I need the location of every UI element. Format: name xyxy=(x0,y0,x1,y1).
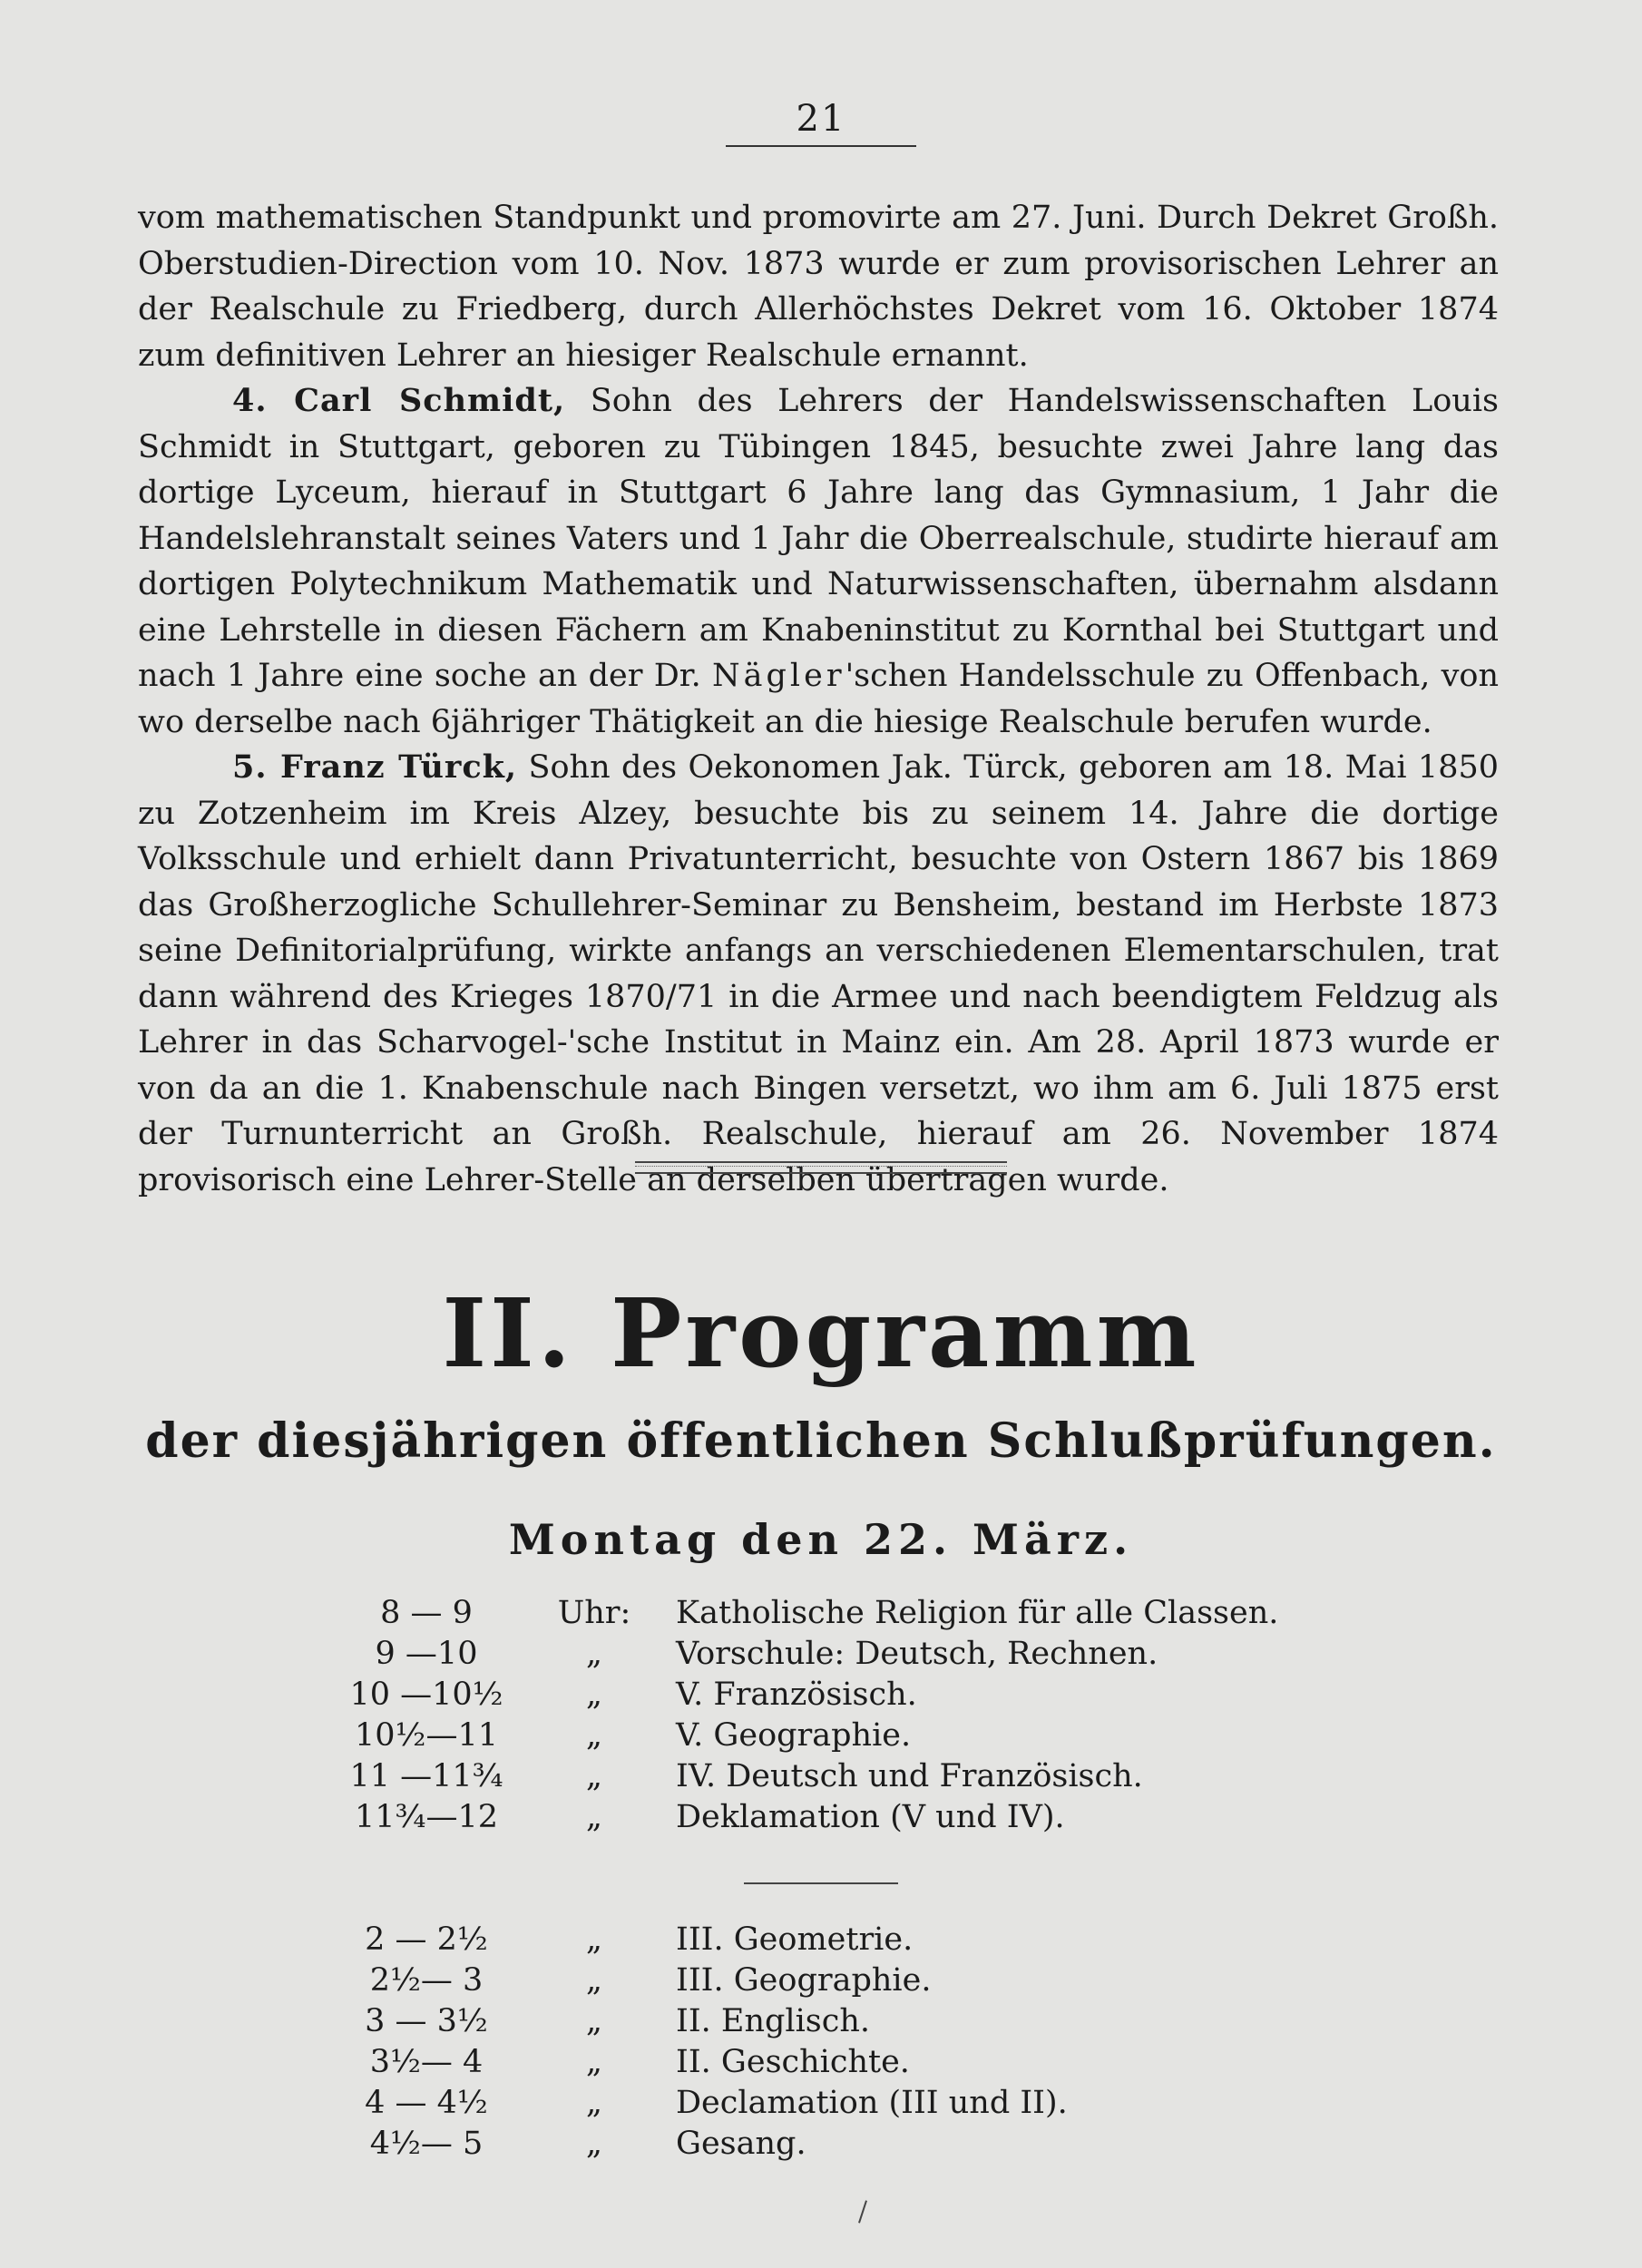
person-name: 4. Carl Schmidt, xyxy=(232,382,566,419)
section-heading: II. Programm xyxy=(442,1277,1200,1389)
schedule-afternoon xyxy=(0,1921,1642,2166)
spaced-name: Nägler xyxy=(712,658,845,694)
schedule-row: 10 —10½ „ V. Französisch. xyxy=(349,1677,917,1713)
stray-mark xyxy=(858,2200,867,2223)
paragraph-3-continuation: vom mathematischen Standpunkt und promovirte am 27. Juni. Durch Dekret Großh. Oberstudien-Direction vom 10. Nov. 1873 wurde er zum provisorischen Lehrer an der Realschule zu Friedberg, durch Allerhöchstes Dekret vom 16. Oktober 1874 zum definitiven Lehrer an hiesiger Realschule ernannt. xyxy=(138,200,1499,374)
schedule-row: 10½—11 „ V. Geographie. xyxy=(355,1717,912,1754)
schedule-morning xyxy=(0,1595,1642,1840)
schedule-row: 3 — 3½ „ II. Englisch. xyxy=(365,2003,871,2039)
paragraph-franz-tuerck: 5. Franz Türck, Sohn des Oekonomen Jak. Türck, geboren am 18. Mai 1850 zu Zotzenheim im Kreis Alzey, besuchte bis zu seinem 14. Jahre die dortige Volksschule und erhielt dann Privatunterricht, besuchte von Ostern 1867 bis 1869 das Großherzogliche Schullehrer-Seminar zu Bensheim, bestand im Herbste 1873 seine Definitorialprüfung, wirkte anfangs an verschiedenen Elementarschulen, trat dann während des Krieges 1870/71 in die Armee und nach beendigtem Feldzug als Lehrer in das Scharvogel-'sche Institut in Mainz ein. Am 28. April 1873 wurde er von da an die 1. Knabenschule nach Bingen versetzt, wo ihm am 6. Juli 1875 erst der Turnunterricht an Großh. Realschule, hierauf am 26. November 1874 provisorisch eine Lehrer-Stelle an derselben übertragen wurde. xyxy=(138,748,1499,1198)
header-rule xyxy=(726,145,916,147)
schedule-row: 2½— 3 „ III. Geographie. xyxy=(369,1962,932,1999)
decorative-divider xyxy=(635,1161,1007,1174)
schedule-row: 8 — 9 Uhr: Katholische Religion für alle Classen. xyxy=(380,1595,1279,1631)
decorative-divider-inner xyxy=(635,1166,1007,1167)
person-name: 5. Franz Türck, xyxy=(232,748,518,786)
section-subheading: der diesjährigen öffentlichen Schlußprüfungen. xyxy=(145,1413,1497,1469)
schedule-row: 11¾—12 „ Deklamation (V und IV). xyxy=(355,1799,1065,1835)
schedule-row: 2 — 2½ „ III. Geometrie. xyxy=(365,1921,914,1958)
schedule-row: 4½— 5 „ Gesang. xyxy=(369,2126,806,2162)
schedule-row: 11 —11¾ „ IV. Deutsch und Französisch. xyxy=(349,1758,1143,1794)
biography-text xyxy=(138,195,1499,1203)
page-number: 21 xyxy=(796,98,846,140)
day-heading: Montag den 22. März. xyxy=(508,1515,1134,1564)
schedule-row: 3½— 4 „ II. Geschichte. xyxy=(369,2044,910,2080)
schedule-row: 9 —10 „ Vorschule: Deutsch, Rechnen. xyxy=(375,1636,1158,1672)
schedule-row: 4 — 4½ „ Declamation (III und II). xyxy=(365,2085,1068,2121)
paragraph-carl-schmidt: 4. Carl Schmidt, Sohn des Lehrers der Handelswissenschaften Louis Schmidt in Stuttgart, geboren zu Tübingen 1845, besuchte zwei Jahre lang das dortige Lyceum, hierauf in Stuttgart 6 Jahre lang das Gymnasium, 1 Jahr die Handelslehranstalt seines Vaters und 1 Jahr die Oberrealschule, studirte hierauf am dortigen Polytechnikum Mathematik und Naturwissenschaften, übernahm alsdann eine Lehrstelle in diesen Fächern am Knabeninstitut zu Kornthal bei Stuttgart und nach 1 Jahre eine soche an der Dr. Nägler'schen Handelsschule zu Offenbach, von wo derselbe nach 6jähriger Thätigkeit an die hiesige Realschule berufen wurde. xyxy=(138,382,1499,740)
schedule-divider xyxy=(744,1882,898,1884)
